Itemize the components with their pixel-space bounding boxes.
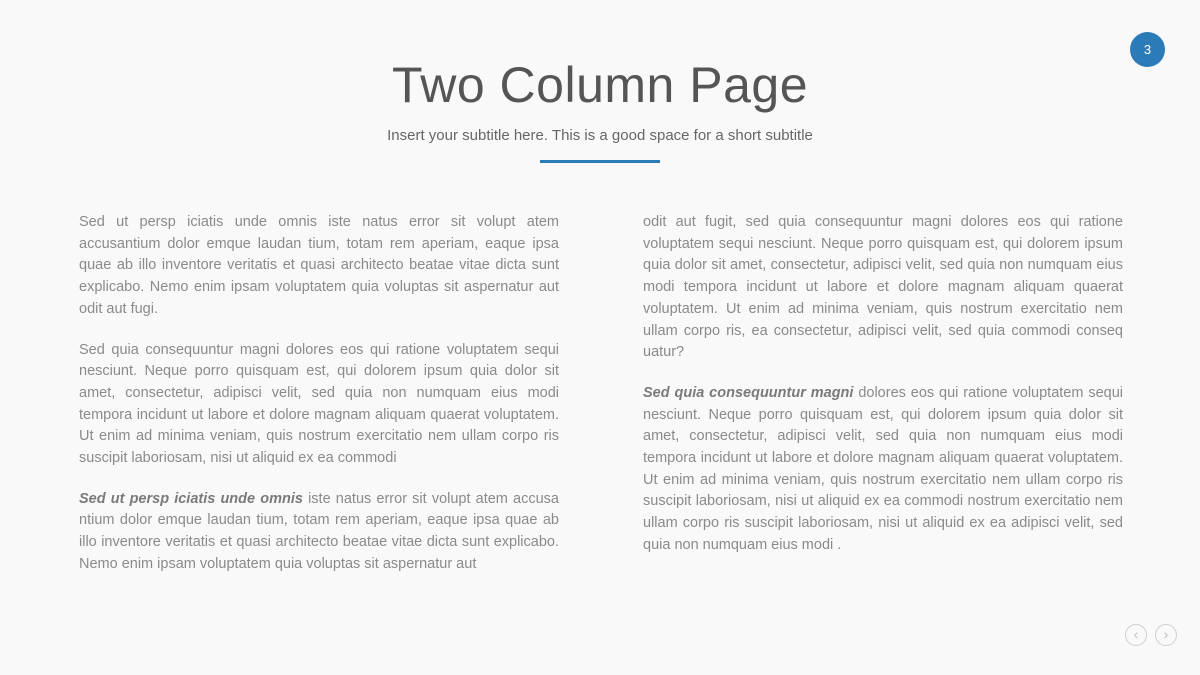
left-column [79,212,559,595]
left-paragraph-2: Sed quia consequuntur magni dolores eos qui ratione voluptatem sequi nesciunt. Neque porro quisquam est, qui dolorem ipsum quia dolor sit amet, consectetur, adipisci velit, sed quia non numquam eius modi tempora incidunt ut labore et dolore magnam aliquam quaerat voluptatem. Ut enim ad minima veniam, quis nostrum exercitatio nem ullam corpo ris suscipit laboriosam, nisi ut aliquid ex ea commodi [79,341,559,467]
page-number-badge: 3 [1130,32,1165,67]
chevron-left-icon: ‹ [1133,626,1139,642]
right-paragraph-1: odit aut fugit, sed quia consequuntur magni dolores eos qui ratione voluptatem sequi nesciunt. Neque porro quisquam est, qui dolorem ipsum quia dolor sit amet, consectetur, adipisci velit, sed quia non numquam eius modi tempora incidunt ut labore et dolore magnam aliquam quaerat voluptatem. Ut enim ad minima veniam, quis nostrum exercitatio nem ullam corpo ris, ea consectetur, adipisci velit, sed quia commodi conseq uatur? [643,214,1123,361]
page-subtitle: Insert your subtitle here. This is a good space for a short subtitle [387,127,813,144]
left-paragraph-3 [79,489,559,576]
right-paragraph-2 [643,383,1123,557]
chevron-right-icon: › [1163,626,1169,642]
previous-slide-button[interactable] [1125,624,1147,646]
left-paragraph-1: Sed ut persp iciatis unde omnis iste natus error sit volupt atem accusantium dolor emque laudan tium, totam rem aperiam, eaque ipsa quae ab illo inventore veritatis et quasi architecto beatae vitae dicta sunt explicabo. Nemo enim ipsam voluptatem quia voluptas sit aspernatur aut odit aut fugi. [79,214,559,317]
left-paragraph-3-lead: Sed ut persp iciatis unde omnis [79,490,303,507]
left-paragraph-3-body: iste natus error sit volupt atem accusa ntium dolor emque laudan tium, totam rem aperiam, eaque ipsa quae ab illo inventore veritatis et quasi architecto beatae vitae dicta sunt explicabo. Nemo enim ipsam voluptatem quia voluptas sit aspernatur aut [79,490,559,572]
right-paragraph-2-body: dolores eos qui ratione voluptatem sequi nesciunt. Neque porro quisquam est, qui dolorem ipsum quia dolor sit amet, consectetur, adipisci velit, sed quia non numquam eius modi tempora incidunt ut labore et dolore magnam aliquam quaerat voluptatem. Ut enim ad minima veniam, quis nostrum exercitatio nem ullam corpo ris suscipit laboriosam, nisi ut aliquid ex ea commodi nostrum exercitatio nem ullam corpo ris suscipit laboriosam, nisi ut aliquid ex ea adipisci velit, sed quia non numquam eius modi . [643,384,1123,553]
right-column [643,212,1123,576]
page-title: Two Column Page [391,57,809,113]
next-slide-button[interactable] [1155,624,1177,646]
title-underline-divider [540,160,660,163]
right-paragraph-2-lead: Sed quia consequuntur magni [643,384,854,401]
